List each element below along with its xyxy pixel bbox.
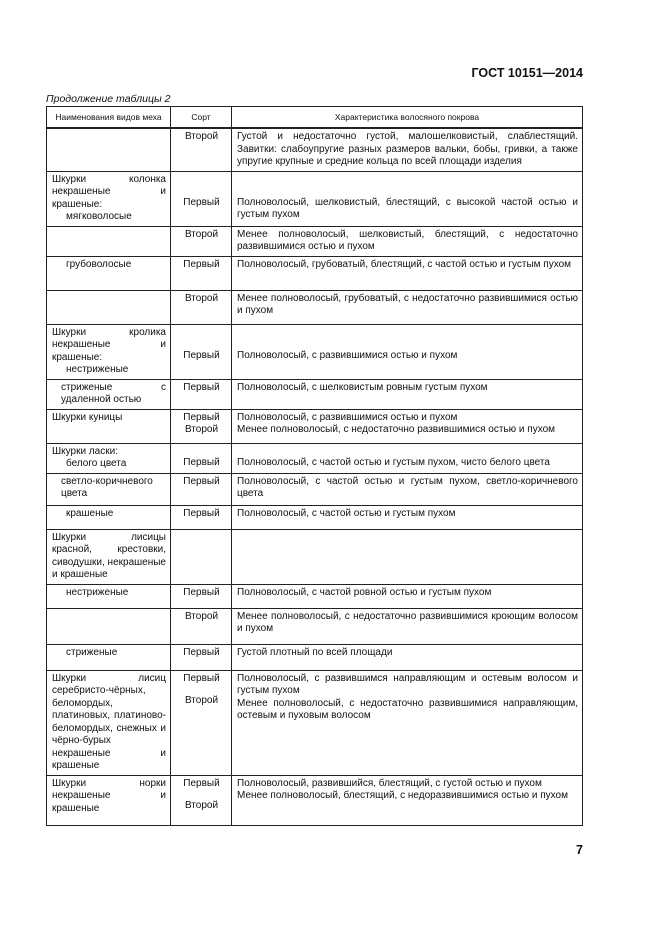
column-header-grade: Сорт	[171, 107, 232, 129]
fur-subtype: нестриженые	[66, 586, 129, 598]
table-row	[47, 443, 583, 473]
fur-name-cell	[47, 443, 171, 473]
characteristic-cell	[232, 409, 583, 443]
grade-cell: Первый	[171, 584, 232, 608]
table-row	[47, 226, 583, 256]
characteristic-text: Полноволосый, с частой остью и густым пухом, чисто белого цвета	[237, 456, 550, 468]
fur-subtype: нестриженые	[66, 364, 129, 375]
grade-cell	[171, 529, 232, 584]
grade-value: Первый	[183, 456, 220, 468]
grade-value: Второй	[184, 800, 219, 811]
characteristic-text: Полноволосый, с развившимся направляющим и остевым волосом и густым пухом	[237, 672, 578, 696]
fur-characteristics-table	[46, 106, 583, 826]
characteristic-cell	[232, 670, 583, 775]
fur-name-cell	[47, 290, 171, 324]
characteristic-cell: Густой плотный по всей площади	[232, 644, 583, 670]
characteristic-cell: Менее полноволосый, грубоватый, с недостаточно развившимися остью и пухом	[232, 290, 583, 324]
grade-cell: Первый	[171, 644, 232, 670]
grade-value: Первый	[183, 196, 220, 208]
fur-name-line: Шкурки колонка некрашеные и крашеные:	[52, 173, 166, 210]
fur-name-cell	[47, 644, 171, 670]
table-row	[47, 379, 583, 409]
table-header-row	[47, 107, 583, 129]
characteristic-cell: Полноволосый, грубоватый, блестящий, с частой остью и густым пухом	[232, 256, 583, 290]
grade-cell	[171, 409, 232, 443]
grade-cell	[171, 775, 232, 825]
column-header-name: Наименования видов меха	[47, 107, 171, 129]
table-row	[47, 775, 583, 825]
characteristic-text: Полноволосый, шелковистый, блестящий, с высокой частой остью и густым пухом	[237, 196, 578, 220]
standard-designation: ГОСТ 10151—2014	[471, 66, 583, 80]
table-row	[47, 128, 583, 171]
fur-name-cell	[47, 256, 171, 290]
fur-name-line: Шкурки ласки:	[52, 445, 118, 457]
characteristic-text: Полноволосый, с развившимися остью и пухом	[237, 411, 458, 423]
table-row	[47, 529, 583, 584]
grade-cell: Первый	[171, 256, 232, 290]
characteristic-cell	[232, 443, 583, 473]
table-row	[47, 290, 583, 324]
fur-name-cell: Шкурки лисиц серебристо-чёрных, беломордых, платиновых, платиново-беломордых, снежных и чёрно-бурых некрашеные и крашеные	[47, 670, 171, 775]
fur-subtype: белого цвета	[66, 458, 127, 469]
table-row	[47, 670, 583, 775]
grade-value: Первый	[183, 349, 220, 361]
table-row	[47, 256, 583, 290]
grade-cell: Первый	[171, 473, 232, 505]
fur-subtype: стриженые	[66, 646, 118, 658]
grade-cell	[171, 670, 232, 775]
fur-name-cell	[47, 473, 171, 505]
fur-subtype: мягковолосые	[66, 211, 132, 222]
fur-name-cell	[47, 324, 171, 379]
fur-name-cell	[47, 128, 171, 171]
characteristic-cell: Менее полноволосый, с недостаточно развившимися кроющим волосом и пухом	[232, 608, 583, 644]
table-row	[47, 584, 583, 608]
table-row	[47, 409, 583, 443]
characteristic-cell	[232, 775, 583, 825]
grade-value: Второй	[184, 695, 219, 706]
characteristic-cell: Полноволосый, с частой остью и густым пухом, светло-коричневого цвета	[232, 473, 583, 505]
table-row	[47, 324, 583, 379]
fur-subtype: грубоволосые	[66, 258, 132, 270]
table-caption: Продолжение таблицы 2	[46, 93, 171, 105]
characteristic-text: Менее полноволосый, блестящий, с недоразвившимися остью и пухом	[237, 790, 568, 801]
fur-name-cell	[47, 226, 171, 256]
fur-name-cell	[47, 379, 171, 409]
table-row	[47, 608, 583, 644]
column-header-characteristic: Характеристика волосяного покрова	[232, 107, 583, 129]
grade-cell	[171, 324, 232, 379]
grade-value: Первый	[183, 777, 220, 789]
characteristic-cell	[232, 529, 583, 584]
fur-subtype: крашеные	[66, 507, 114, 519]
grade-cell: Второй	[171, 608, 232, 644]
fur-name-cell: Шкурки куницы	[47, 409, 171, 443]
table-row	[47, 644, 583, 670]
table-row	[47, 473, 583, 505]
grade-cell: Первый	[171, 379, 232, 409]
characteristic-text: Полноволосый, развившийся, блестящий, с густой остью и пухом	[237, 777, 542, 789]
fur-subtype: светло-коричневого цвета	[61, 475, 153, 499]
characteristic-cell: Полноволосый, с шелковистым ровным густым пухом	[232, 379, 583, 409]
grade-cell	[171, 171, 232, 226]
fur-name-cell	[47, 505, 171, 529]
fur-subtype: стриженые с удаленной остью	[61, 381, 166, 405]
characteristic-cell: Менее полноволосый, шелковистый, блестящий, с недостаточно развившимися остью и пухом	[232, 226, 583, 256]
characteristic-cell	[232, 324, 583, 379]
fur-name-cell	[47, 608, 171, 644]
grade-cell: Первый	[171, 505, 232, 529]
characteristic-cell: Полноволосый, с частой ровной остью и густым пухом	[232, 584, 583, 608]
characteristic-text: Полноволосый, с развившимися остью и пухом	[237, 349, 458, 361]
grade-cell: Второй	[171, 290, 232, 324]
characteristic-cell: Густой и недостаточно густой, малошелковистый, слаблестящий. Завитки: слабоупругие разных размеров вальки, бобы, гривки, а также упругие крупные и средние кольца по всей площади изделия	[232, 128, 583, 171]
characteristic-text: Менее полноволосый, с недостаточно развившимися остью и пухом	[237, 424, 556, 435]
table-row	[47, 171, 583, 226]
page-number: 7	[576, 843, 583, 857]
grade-value: Первый	[183, 411, 220, 423]
fur-name-cell: Шкурки лисицы красной, крестовки, сиводушки, некрашеные и крашеные	[47, 529, 171, 584]
fur-name-cell	[47, 584, 171, 608]
fur-name-line: Шкурки кролика некрашеные и крашеные:	[52, 326, 166, 363]
table-row	[47, 505, 583, 529]
grade-value: Первый	[183, 672, 220, 684]
grade-cell: Второй	[171, 226, 232, 256]
characteristic-cell	[232, 171, 583, 226]
fur-name-cell: Шкурки норки некрашеные и крашеные	[47, 775, 171, 825]
characteristic-cell: Полноволосый, с частой остью и густым пухом	[232, 505, 583, 529]
characteristic-text: Менее полноволосый, с недостаточно развившимися направляющим, остевым и пуховым волосом	[237, 697, 578, 721]
grade-cell: Второй	[171, 128, 232, 171]
grade-value: Второй	[184, 424, 219, 435]
fur-name-cell	[47, 171, 171, 226]
grade-cell	[171, 443, 232, 473]
